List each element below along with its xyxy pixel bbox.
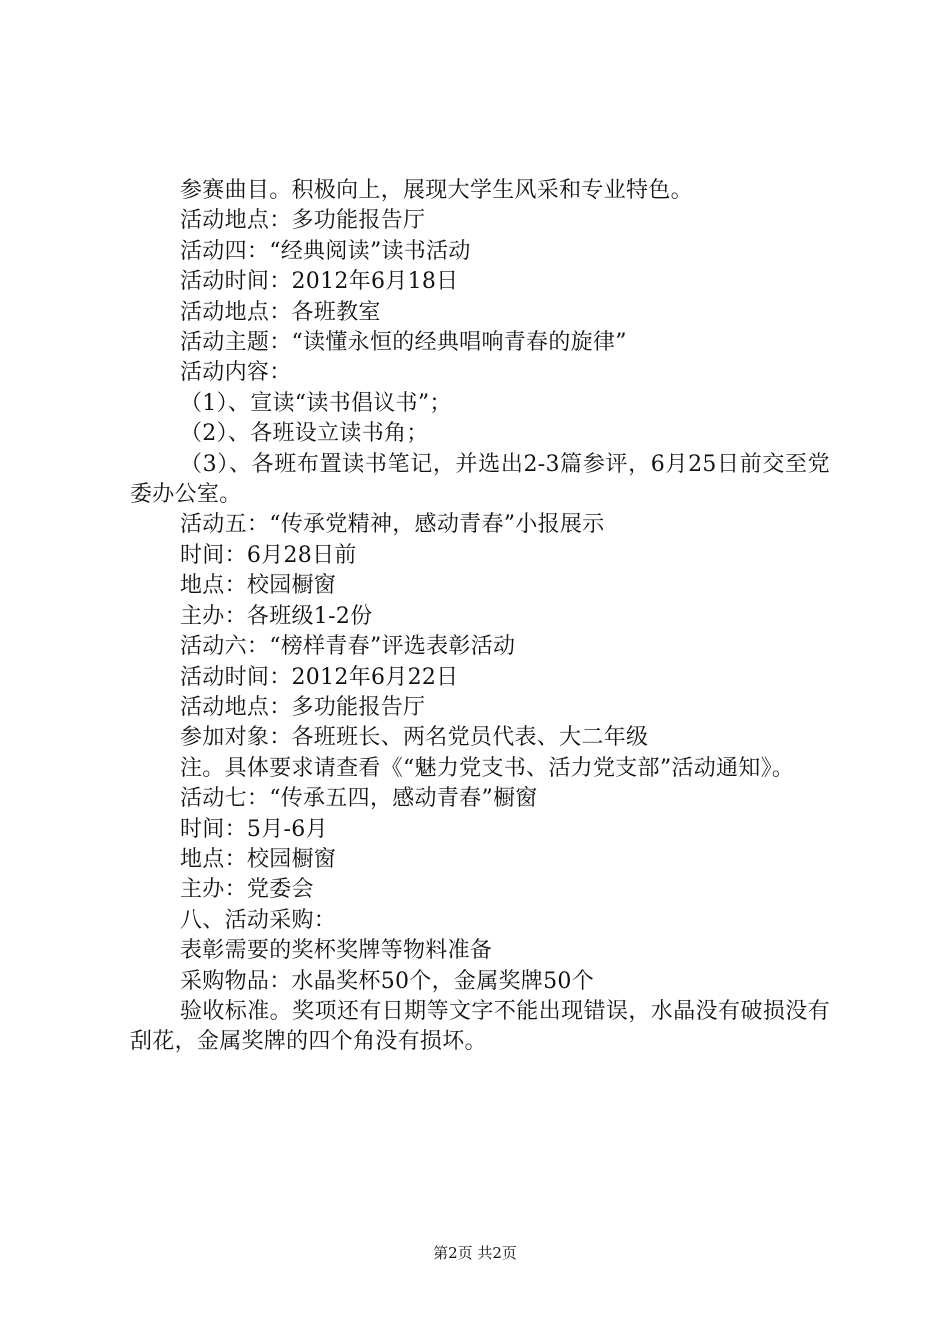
- page-number: 第2页 共2页: [433, 1244, 517, 1262]
- paragraph: 活动五：“传承党精神，感动青春”小报展示: [180, 512, 605, 538]
- paragraph: 参加对象：各班班长、两名党员代表、大二年级: [180, 725, 649, 751]
- paragraph: （3）、各班布置读书笔记，并选出2-3篇参评，6月25日前交至党委办公室。: [130, 451, 830, 508]
- paragraph: 主办：各班级1-2份: [180, 603, 373, 629]
- paragraph: 活动地点：多功能报告厅: [180, 208, 426, 234]
- paragraph: 活动地点：多功能报告厅: [180, 694, 426, 720]
- paragraph: （2）、各班设立读书角；: [180, 421, 429, 447]
- paragraph: 活动七：“传承五四，感动青春”橱窗: [180, 786, 538, 812]
- paragraph: 主办：党委会: [180, 877, 314, 903]
- paragraph: 活动地点：各班教室: [180, 299, 381, 325]
- paragraph: 参赛曲目。积极向上，展现大学生风采和专业特色。: [180, 178, 693, 203]
- paragraph: 活动六：“榜样青春”评选表彰活动: [180, 634, 516, 660]
- paragraph: 活动内容：: [180, 360, 292, 386]
- paragraph: 验收标准。奖项还有日期等文字不能出现错误，水晶没有破损没有刮花，金属奖牌的四个角没有损坏。: [130, 998, 830, 1055]
- paragraph: （1）、宣读“读书倡议书”；: [180, 390, 452, 416]
- paragraph: 采购物品：水晶奖杯50个，金属奖牌50个: [180, 968, 594, 994]
- paragraph: 地点：校园橱窗: [180, 573, 337, 599]
- paragraph: 活动四：“经典阅读”读书活动: [180, 238, 471, 264]
- paragraph: 时间：6月28日前: [180, 542, 357, 568]
- page-footer: [0, 1243, 950, 1263]
- paragraph: 八、活动采购：: [180, 907, 337, 933]
- paragraph: 活动时间：2012年6月22日: [180, 664, 459, 690]
- paragraph: 时间：5月-6月: [180, 816, 328, 842]
- paragraph: 注。具体要求请查看《“魅力党支书、活力党支部”活动通知》。: [180, 755, 795, 781]
- document-body: [130, 176, 830, 1058]
- paragraph: 地点：校园橱窗: [180, 846, 337, 872]
- paragraph: 表彰需要的奖杯奖牌等物料准备: [180, 938, 493, 964]
- paragraph: 活动时间：2012年6月18日: [180, 269, 459, 295]
- paragraph: 活动主题：“读懂永恒的经典唱响青春的旋律”: [180, 330, 627, 356]
